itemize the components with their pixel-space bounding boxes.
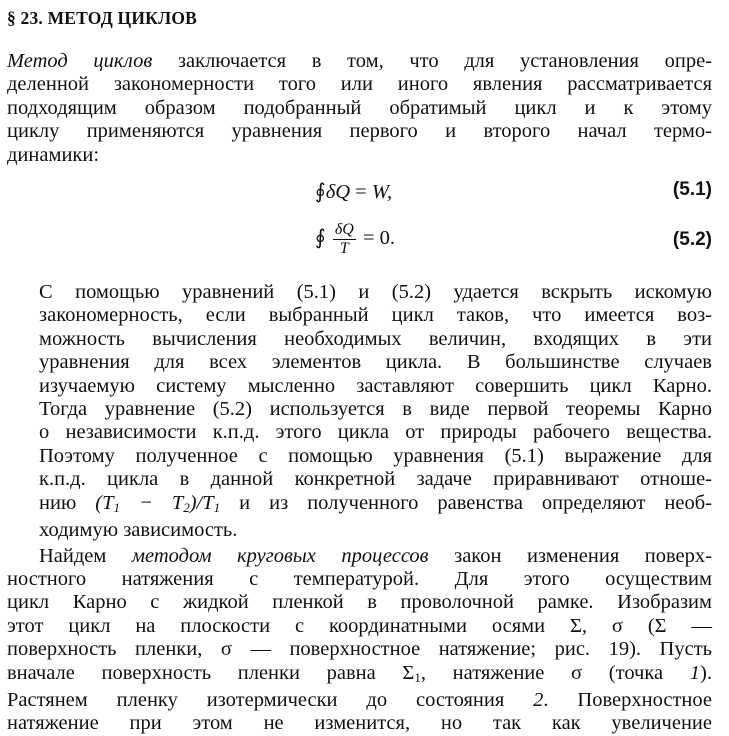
- equation-number: (5.2): [672, 229, 712, 251]
- method-paragraph: С помощью уравнений (5.1) и (5.2) удается вскрыть искомую закономерность, если выбранный цикл таков, что имеется воз- можность вычисления необходимых величин, входящих в эти уравнения для всех элементов цикла. В большинстве случаев изучаемую систему мысленно заставляют совершить цикл Карно. Тогда уравнение (5.2) используется в виде первой теоремы Карно о независимости к.п.д. этого цикла от природы рабочего вещества. Поэтому полученное с помощью уравнения (5.1) выражение для к.п.д. цикла в данной конкретной задаче приравнивают отноше- нию $(T_1 - T_2)/T_1$ и из полученного равенства определяют необ- ходимую зависимость.: [39, 281, 712, 542]
- section-heading: § 23. МЕТОД ЦИКЛОВ: [7, 8, 197, 28]
- equation-5-1: [7, 171, 712, 217]
- intro-line: подходящим образом подобранный обратимый цикл и к этому: [7, 96, 712, 119]
- term-circular-processes: методом круговых процессов: [131, 544, 429, 567]
- intro-line: циклу применяются уравнения первого и второго начал термо-: [7, 120, 712, 143]
- term-cycle-method: Метод циклов: [7, 50, 153, 72]
- fraction: $\frac{\delta Q}{T}$: [334, 221, 354, 258]
- intro-line: деленной закономерности того или иного явления рассматривается: [7, 73, 712, 96]
- equation-number: (5.1): [672, 179, 712, 201]
- efficiency-formula: $(T_1 - T_2)/T_1$: [95, 491, 221, 515]
- equation-5-1-formula: ∮δQ = W,: [315, 181, 393, 204]
- intro-paragraph: Метод циклов заключается в том, что для установления опре- деленной закономерности того или иного явления рассматривается подходящим образом подобранный обратимый цикл и к этому циклу применяются уравнения первого и второго начал термо- динамики:: [7, 50, 713, 166]
- intro-line: динамики:: [7, 143, 100, 166]
- document-page: [7, 6, 712, 736]
- equation-5-2: [7, 217, 712, 269]
- surface-tension-paragraph: Найдем методом круговых процессов закон изменения поверх- ностного натяжения с температурой. Для этого осуществим цикл Карно с жидкой пленкой в проволочной рамке. Изобразим этот цикл на плоскости с координатными осями Σ, σ (Σ — поверхность пленки, σ — поверхностное натяжение; рис. 19). Пусть вначале поверхность пленки равна $\Sigma_1$, натяжение σ (точка 1). Растянем пленку изотермически до состояния 2. Поверхностное натяжение при этом не изменится, но так как увеличение: [7, 544, 712, 735]
- equation-5-2-formula: ∮ $\frac{\delta Q}{T}$ = 0.: [315, 221, 395, 258]
